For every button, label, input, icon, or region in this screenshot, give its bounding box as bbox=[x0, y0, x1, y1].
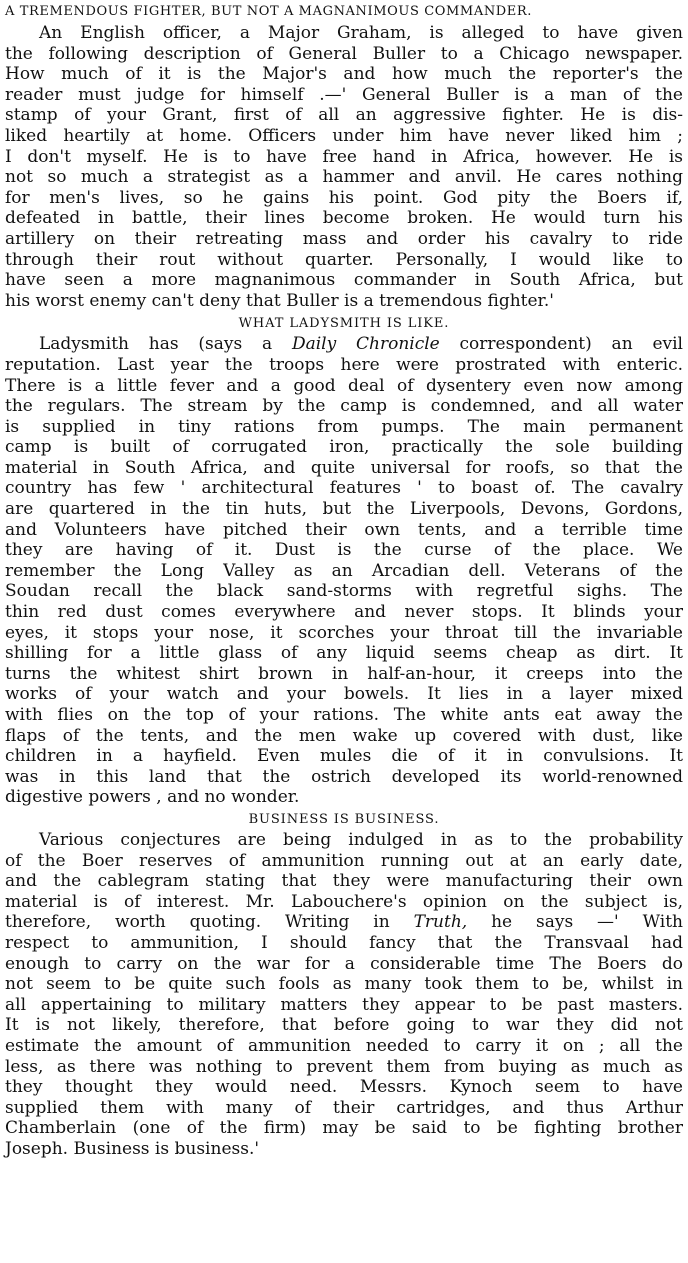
text-line bbox=[5, 912, 683, 933]
text-line: of the Boer reserves of ammunition running out at an early date, bbox=[5, 850, 683, 871]
text-line: not so much a strategist as a hammer and anvil. He cares nothing bbox=[5, 167, 683, 188]
text-line: less, as there was nothing to prevent them from buying as much as bbox=[5, 1056, 683, 1077]
text-line: was in this land that the ostrich developed its world-renowned bbox=[5, 766, 683, 787]
text-line: they thought they would need. Messrs. Kynoch seem to have bbox=[5, 1077, 683, 1098]
article-paragraph-ladysmith bbox=[5, 334, 683, 808]
section-heading-business: BUSINESS IS BUSINESS. bbox=[248, 811, 440, 827]
section-heading-ladysmith: WHAT LADYSMITH IS LIKE. bbox=[238, 316, 450, 332]
text-line: his worst enemy can't deny that Buller is a tremendous fighter.' bbox=[5, 290, 554, 311]
text-line: eyes, it stops your nose, it scorches your throat till the invariable bbox=[5, 622, 683, 643]
text-line: Various conjectures are being indulged in as to the probability bbox=[39, 829, 683, 850]
text-line: Soudan recall the black sand-storms with regretful sighs. The bbox=[5, 581, 683, 602]
text-line: respect to ammunition, I should fancy that the Transvaal had bbox=[5, 932, 683, 953]
text-line: material in South Africa, and quite universal for roofs, so that the bbox=[5, 457, 683, 478]
text-line: through their rout without quarter. Personally, I would like to bbox=[5, 249, 683, 270]
text-line: supplied them with many of their cartridges, and thus Arthur bbox=[5, 1097, 683, 1118]
text-line: material is of interest. Mr. Labouchere's opinion on the subject is, bbox=[5, 891, 683, 912]
text-segment: Ladysmith has (says a bbox=[39, 334, 292, 355]
text-line: all appertaining to military matters they appear to be past masters. bbox=[5, 994, 683, 1015]
text-line: not seem to be quite such fools as many took them to be, whilst in bbox=[5, 974, 683, 995]
text-line: they are having of it. Dust is the curse of the place. We bbox=[5, 540, 683, 561]
text-line: are quartered in the tin huts, but the Liverpools, Devons, Gordons, bbox=[5, 499, 683, 520]
text-line: I don't myself. He is to have free hand in Africa, however. He is bbox=[5, 146, 683, 167]
text-line: There is a little fever and a good deal of dysentery even now among bbox=[5, 375, 683, 396]
text-segment: he says —' With bbox=[467, 912, 683, 933]
publication-name: Daily Chronicle bbox=[291, 334, 440, 355]
text-line: camp is built of corrugated iron, practically the sole building bbox=[5, 437, 683, 458]
text-line: turns the whitest shirt brown in half-an-hour, it creeps into the bbox=[5, 663, 683, 684]
text-line: It is not likely, therefore, that before going to war they did not bbox=[5, 1015, 683, 1036]
text-line: thin red dust comes everywhere and never stops. It blinds your bbox=[5, 602, 683, 623]
article-paragraph-business bbox=[5, 830, 683, 1160]
text-line: How much of it is the Major's and how much the reporter's the bbox=[5, 64, 683, 85]
text-line: Chamberlain (one of the firm) may be said to be fighting brother bbox=[5, 1118, 683, 1139]
article-paragraph-buller bbox=[5, 23, 683, 311]
text-line: remember the Long Valley as an Arcadian dell. Veterans of the bbox=[5, 560, 683, 581]
text-line: reader must judge for himself .—' General Buller is a man of the bbox=[5, 84, 683, 105]
publication-name: Truth, bbox=[413, 912, 468, 933]
text-line: digestive powers , and no wonder. bbox=[5, 787, 300, 808]
text-line: reputation. Last year the troops here were prostrated with enteric. bbox=[5, 354, 683, 375]
text-line: flaps of the tents, and the men wake up covered with dust, like bbox=[5, 725, 683, 746]
text-line: is supplied in tiny rations from pumps. The main permanent bbox=[5, 416, 683, 437]
text-line: Joseph. Business is business.' bbox=[5, 1138, 260, 1159]
text-line: have seen a more magnanimous commander in South Africa, but bbox=[5, 270, 683, 291]
text-segment: therefore, worth quoting. Writing in bbox=[5, 912, 414, 933]
text-line: shilling for a little glass of any liquid seems cheap as dirt. It bbox=[5, 643, 683, 664]
text-line: artillery on their retreating mass and order his cavalry to ride bbox=[5, 228, 683, 249]
text-line: children in a hayfield. Even mules die of it in convulsions. It bbox=[5, 746, 683, 767]
text-segment: correspondent) an evil bbox=[439, 334, 683, 355]
text-line: for men's lives, so he gains his point. God pity the Boers if, bbox=[5, 187, 683, 208]
text-line bbox=[5, 334, 683, 355]
text-line: with flies on the top of your rations. The white ants eat away the bbox=[5, 705, 683, 725]
section-heading-buller: A TREMENDOUS FIGHTER, BUT NOT A MAGNANIMOUS COMMANDER. bbox=[5, 4, 533, 19]
text-line: works of your watch and your bowels. It lies in a layer mixed bbox=[5, 684, 683, 705]
text-line: and Volunteers have pitched their own tents, and a terrible time bbox=[5, 519, 683, 540]
text-line: and the cablegram stating that they were manufacturing their own bbox=[5, 871, 683, 892]
text-line: enough to carry on the war for a considerable time The Boers do bbox=[5, 953, 683, 974]
text-line: the following description of General Buller to a Chicago newspaper. bbox=[5, 43, 683, 64]
text-line: estimate the amount of ammunition needed to carry it on ; all the bbox=[5, 1035, 683, 1056]
text-line: country has few ' architectural features ' to boast of. The cavalry bbox=[5, 478, 683, 499]
text-line: stamp of your Grant, first of all an aggressive fighter. He is dis- bbox=[5, 105, 683, 126]
text-line: the regulars. The stream by the camp is condemned, and all water bbox=[5, 396, 683, 417]
text-line: defeated in battle, their lines become broken. He would turn his bbox=[5, 208, 683, 229]
text-line: An English officer, a Major Graham, is alleged to have given bbox=[39, 23, 683, 43]
text-line: liked heartily at home. Officers under him have never liked him ; bbox=[5, 125, 683, 146]
